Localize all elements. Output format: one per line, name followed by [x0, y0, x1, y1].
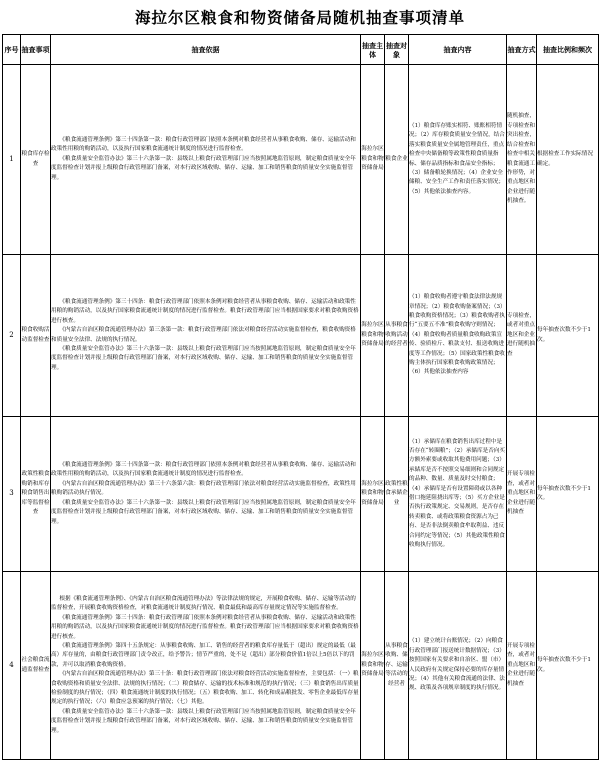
row-object: 粮食企业: [385, 65, 409, 255]
row-num: 3: [3, 417, 21, 572]
page-title: 海拉尔区粮食和物资储备局随机抽查事项清单: [134, 8, 465, 27]
row-content: （1）承储库在粮食销售出库过程中是否存在“转圈粮”；（2）承储库是否向买方额外索要或收取其他费用问题；（3）承储库是否不按照交易细则和合同规定的品种、数量、质量及时交付粮食；（4）承储库是否有设置障碍或以各种借口拖延阻挠出库等；（5）买方企业是否执行政策规定、交易规则，是否存在转卖粮食、或将政策粮食资源占为己有、是否非法倒卖粮食牟取利益、违反合同约定等情况；（5）其他政策性粮食收购执行情况。: [409, 417, 507, 572]
row-object: 从事粮食收购、储存、运输等活动的经营者: [385, 572, 409, 760]
row-basis: [51, 65, 361, 255]
row-object: 从事粮食收购活动的经营者: [385, 255, 409, 417]
header-object: 抽查对象: [385, 35, 409, 65]
header-content: 抽查内容: [409, 35, 507, 65]
row-basis: [51, 255, 361, 417]
row-method: 开展专项检查，或者对重点地区和企业进行随机抽查: [507, 572, 537, 760]
header-row: [3, 35, 599, 65]
inspection-table: [2, 34, 599, 760]
row-basis: [51, 417, 361, 572]
row-method: 专项检查，或者对重点地区和企业进行随机抽查: [507, 255, 537, 417]
basis-paragraph: 《粮食质量安全监管办法》第三十六条第一款：县级以上粮食行政管理部门应当按照属地监管原则，制定粮食质量安全年度监督检查计划并报上级粮食行政管理部门备案，对本行政区域收购、储存、运输、加工和销售粮食的质量安全实施监督管理。: [51, 499, 356, 525]
row-ratio: 每年抽查次数不少于1次。: [537, 255, 599, 417]
basis-paragraph: 《粮食流通管理条例》第三十四条第一款：粮食行政管理部门依照本条例对粮食经营者从事粮食收购、储存、运输活动和政策性用粮的购销活动，以及执行国家粮食流通统计制度的情况进行监督检查。: [51, 136, 356, 153]
row-item: 粮食收购活动监督检查: [21, 255, 51, 417]
table-row: [3, 65, 599, 255]
row-method: 开展专项检查，或者对重点地区和企业进行随机抽查: [507, 417, 537, 572]
row-basis: [51, 572, 361, 760]
header-method: 抽查方式: [507, 35, 537, 65]
row-subject: 海拉尔区粮食和物资储备局: [361, 572, 385, 760]
row-subject: 海拉尔区粮食和物资储备局: [361, 65, 385, 255]
header-ratio: 抽查比例和频次: [537, 35, 599, 65]
table-row: [3, 417, 599, 572]
basis-paragraph: 《粮食质量安全监管办法》第三十六条第一款：县级以上粮食行政管理部门应当按照属地监管原则，制定粮食质量安全年度监督检查计划并报上级粮食行政管理部门备案，对本行政区域收购、储存、运输、加工和销售粮食的质量安全实施监督管理。: [51, 708, 356, 734]
header-num: 序号: [3, 35, 21, 65]
row-ratio: 每年抽查次数不少于1次。: [537, 572, 599, 760]
basis-paragraph: 《粮食流通管理条例》第三十四条：粮食行政管理部门依照本条例对粮食经营者从事粮食收购、储存、运输活动和政策性用粮的购销活动，以及执行国家粮食流通统计制度的情况进行监督检查。粮食行政管理部门应当根据国家要求对粮食收购资格进行核查。: [51, 298, 359, 324]
row-item: 社会粮食流通监督检查: [21, 572, 51, 760]
row-num: 4: [3, 572, 21, 760]
row-content: （1）建立统计台账情况；（2）向粮食行政管理部门报送统计数据情况；（3）按照国家有关要求和自治区、盟（市）人民政府有关规定保持必要的库存量情况；（4）其他有关粮食流通的法律、法规、政策及各项规章制度的执行情况。: [409, 572, 507, 760]
row-object: 政策性粮食承储企业: [385, 417, 409, 572]
basis-paragraph: 根据《粮食流通管理条例》、《内蒙古自治区粮食流通管理办法》等法律法规的规定，开展粮食收购、储存、运输等活动的监督检查，开展粮食收购资格检查，对粮食流通统计制度执行情况、粮食最低和最高库存量规定情况等实施监督检查。: [51, 595, 356, 612]
basis-paragraph: 《粮食流通管理条例》第三十四条：粮食行政管理部门依照本条例对粮食经营者从事粮食收购、储存、运输活动和政策性用粮的购销活动，以及执行国家粮食流通统计制度的情况进行监督检查。粮食行政管理部门应当根据国家要求对粮食收购资格进行核查。: [51, 614, 359, 640]
table-row: [3, 572, 599, 760]
row-item: 政策性粮食购销和库存粮食销售出库等监督检查: [21, 417, 51, 572]
header-subject: 抽查主体: [361, 35, 385, 65]
table-row: [3, 255, 599, 417]
basis-paragraph: 《粮食流通管理条例》第四十五条规定：从事粮食收购、加工、销售的经营者的粮食库存量低于（超出）规定的最低（最高）库存量的，由粮食行政管理部门责令改正，给予警告；情节严重的，处不足（超出）部分粮食价值1倍以上5倍以下的罚款，并可以取消粮食收购资格。: [51, 642, 356, 668]
row-num: 1: [3, 65, 21, 255]
row-ratio: 根据检查工作实际情况确定。: [537, 65, 599, 255]
header-item: 抽查事项: [21, 35, 51, 65]
basis-paragraph: 《内蒙古自治区粮食流通管理办法》第三十条：粮食行政管理部门依法对粮食经营活动实施监督检查，主要包括：（一）粮食收购资格和质量安全法律、法规的执行情况；（二）粮食储存、运输的技术标准和规范的执行情况；（三）粮食销售出库质量检验制度的执行情况；（四）粮食流通统计制度的执行情况；（五）粮食收购、加工、转化和成品粮批发、零售企业最低库存量规定的执行情况；（六）粮食应急预案的执行情况；（七）其他。: [51, 671, 359, 706]
row-ratio: 每年抽查次数不少于1次。: [537, 417, 599, 572]
row-content: （1）粮食库存账实相符、账账相符情况；（2）库存粮食质量安全情况，结合落实粮食质量安全属地管理责任，重点检查中央储备粮等政策性粮食质量指标、储存品质指标和食品安全指标；（3）储备粮轮换情况；（4）企业安全储粮、安全生产工作和责任落实情况；（5）其他依法抽查内容。: [409, 65, 507, 255]
basis-paragraph: 《内蒙古自治区粮食流通管理办法》第三十六条第六款：粮食行政管理部门依法对粮食经营活动实施监督检查，政策性用粮购销活动执行情况。: [51, 480, 356, 497]
basis-paragraph: 《粮食质量安全监管办法》第三十六条第一款：县级以上粮食行政管理部门应当按照属地监管原则，制定粮食质量安全年度监督检查计划并报上级粮食行政管理部门备案，对本行政区域收购、储存、运输、加工和销售粮食的质量安全实施监督管理。: [51, 155, 356, 181]
row-item: 粮食库存检查: [21, 65, 51, 255]
row-num: 2: [3, 255, 21, 417]
basis-paragraph: 《粮食流通管理条例》第三十四条第一款：粮食行政管理部门依照本条例对粮食经营者从事粮食收购、储存、运输活动和政策性用粮的购销活动，以及执行国家粮食流通统计制度的情况进行监督检查。: [51, 462, 356, 478]
row-subject: 海拉尔区粮食和物资储备局: [361, 417, 385, 572]
header-basis: 抽查依据: [51, 35, 361, 65]
basis-paragraph: 《内蒙古自治区粮食流通管理办法》第三条第一款：粮食行政管理部门依法对粮食经营活动实施监督检查，粮食收购资格和质量安全法律、法规的执行情况。: [51, 327, 356, 343]
basis-paragraph: 《粮食质量安全监管办法》第三十六条第一款：县级以上粮食行政管理部门应当按照属地监管原则，制定粮食质量安全年度监督检查计划并报上级粮食行政管理部门备案，对本行政区域收购、储存、运输、加工和销售粮食的质量安全实施监督管理。: [51, 345, 356, 371]
row-content: （1）粮食收购者遵守粮食法律法规规章情况；（2）粮食收购备案情况；（3）粮食收购资格情况；（3）粮食收购者执行“五要五不准”粮食收购守则情况；（4）粮食收购者质量粮食收购政策宣传、验质检斤、粮款支付、报送收购进度等工作情况；（5）国家政策性粮食收购主体执行国家粮食收购政策情况；（6）其他依法抽查内容: [409, 255, 507, 417]
row-method: 随机抽查，专项检查和突出检查，结合检查和检查中相关粮食流通工作形势，对重点地区和企业进行随机抽查。: [507, 65, 537, 255]
row-subject: 海拉尔区粮食和物资储备局: [361, 255, 385, 417]
